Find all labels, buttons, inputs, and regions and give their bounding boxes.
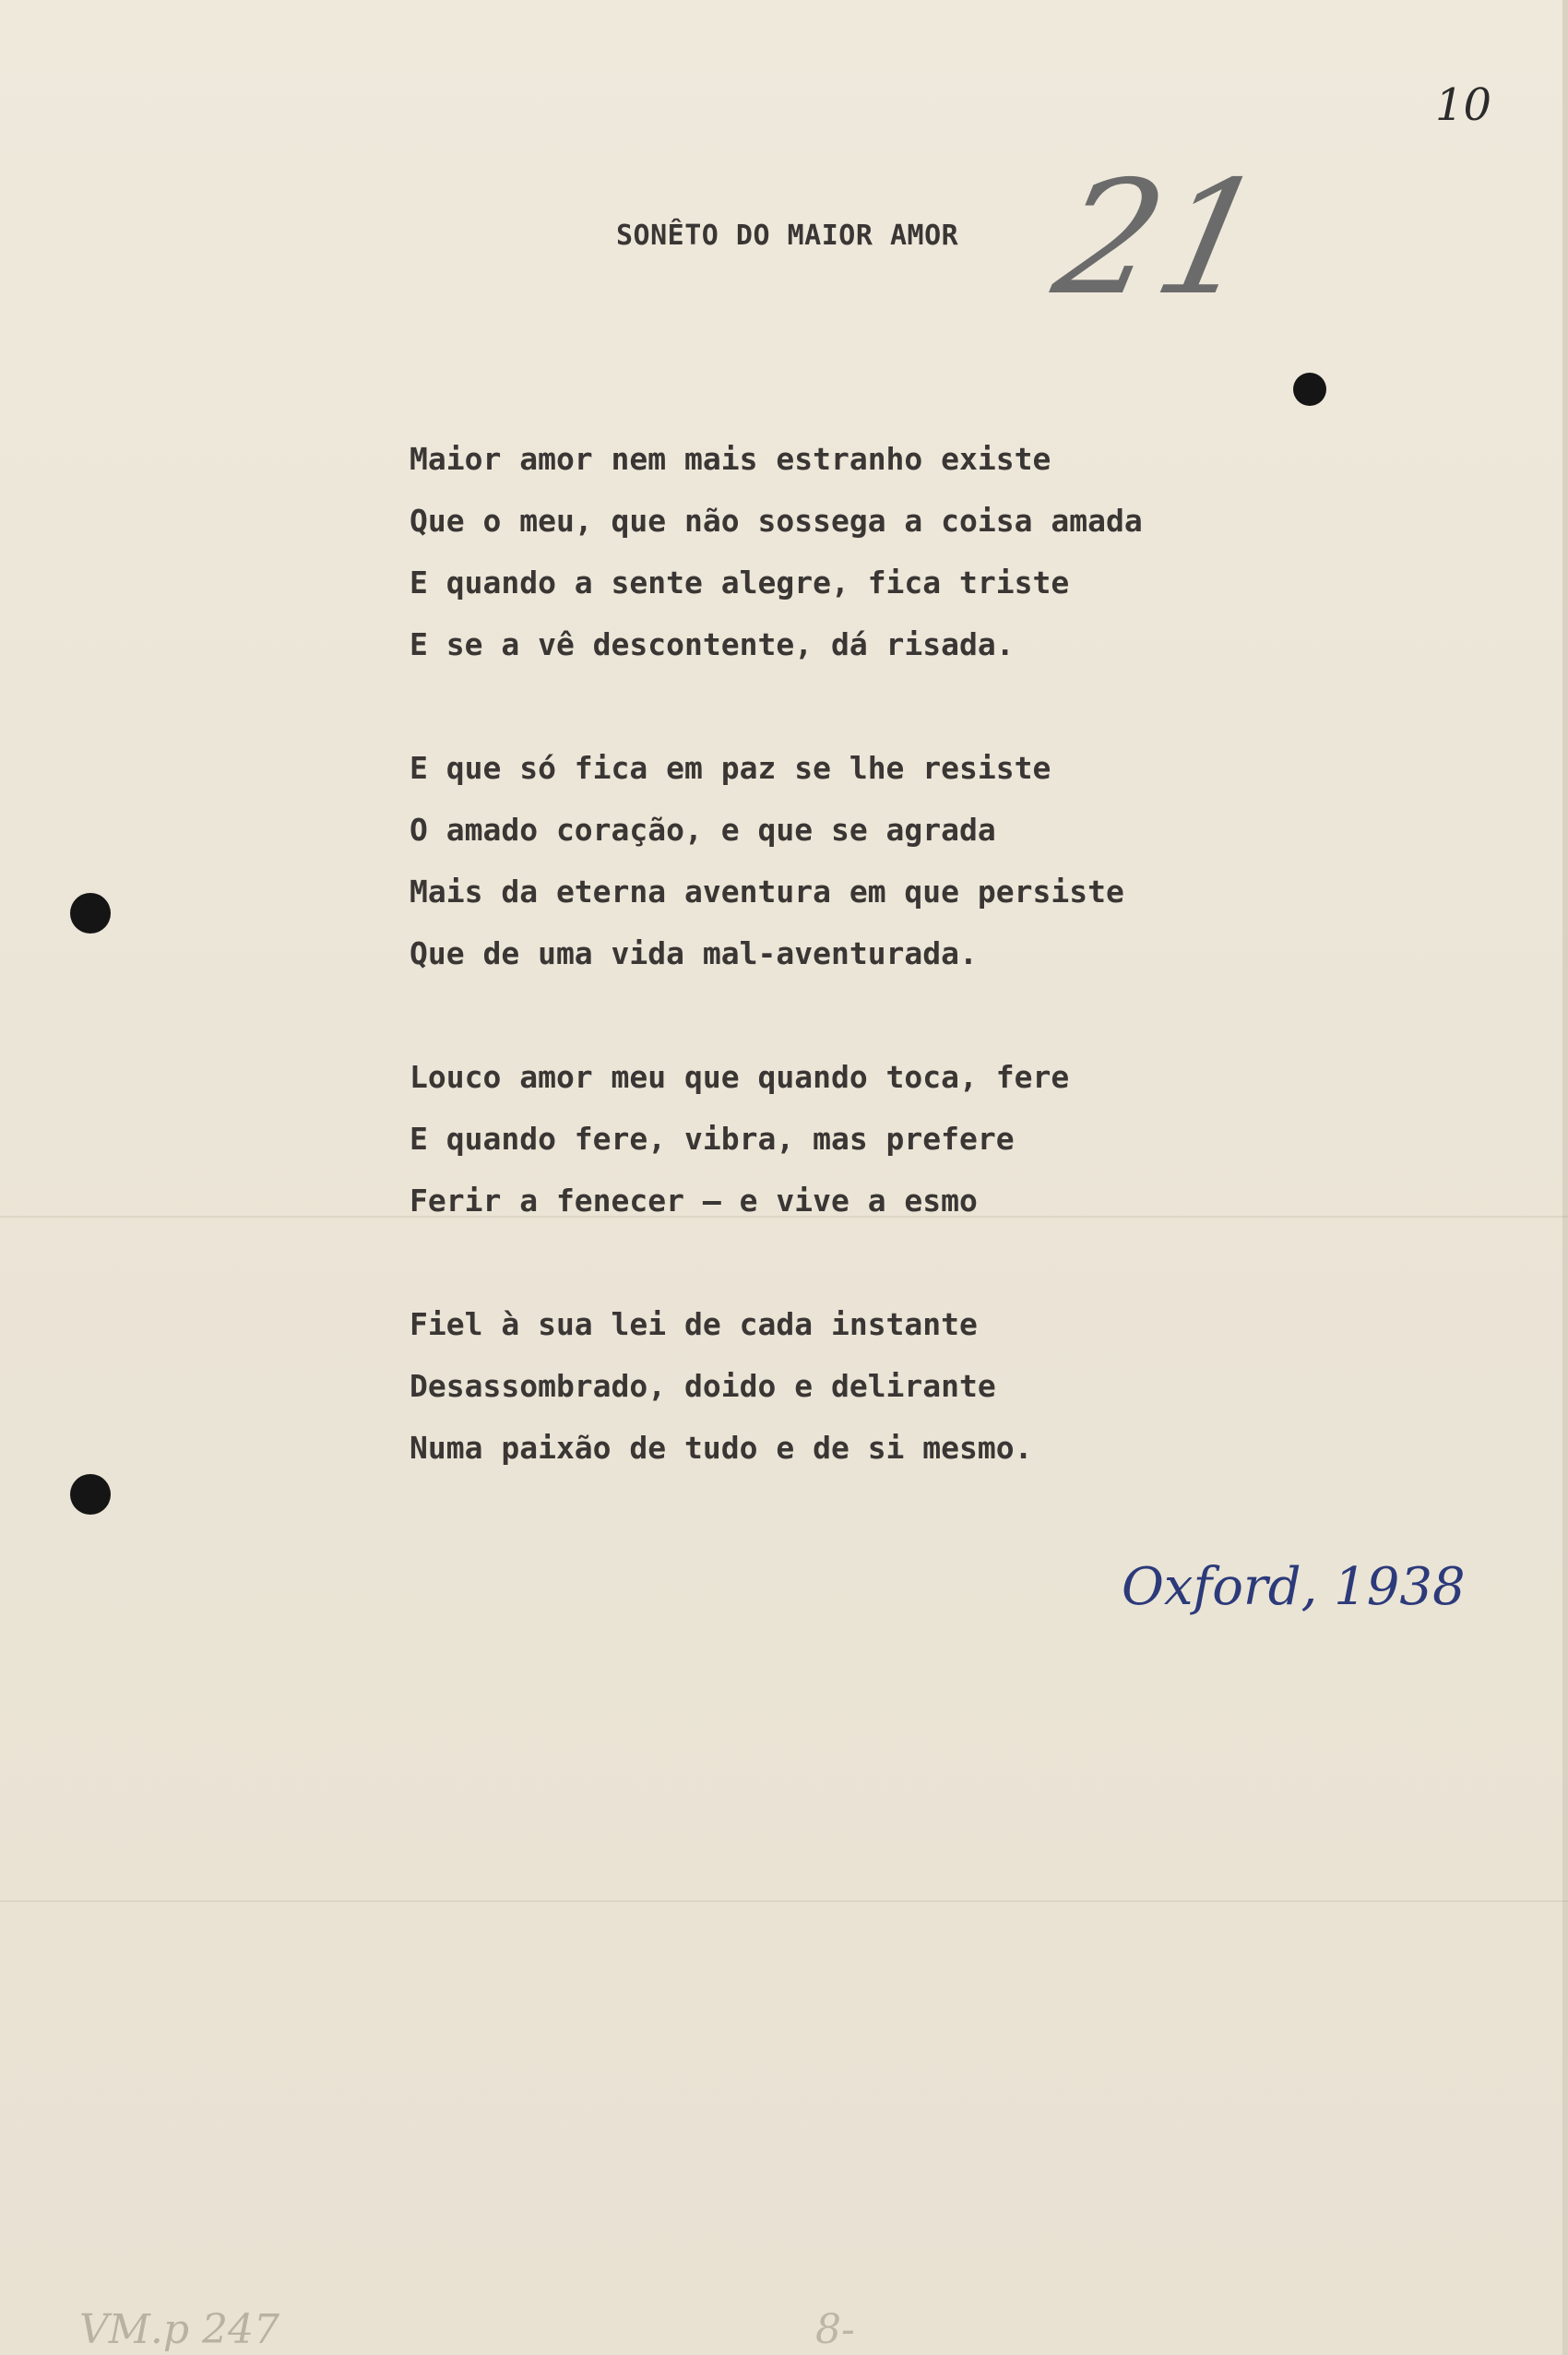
verse-line: E quando fere, vibra, mas prefere — [410, 1121, 1015, 1157]
stanza — [410, 737, 1143, 984]
verse-line: E que só fica em paz se lhe resiste — [410, 750, 1051, 786]
verse-line: Desassombrado, doido e delirante — [410, 1368, 996, 1404]
verse-line: Louco amor meu que quando toca, fere — [410, 1059, 1070, 1095]
stanza — [410, 1293, 1143, 1479]
verse-line: Maior amor nem mais estranho existe — [410, 441, 1051, 477]
punch-hole — [70, 1474, 111, 1515]
folio-number: 21 — [1040, 148, 1280, 330]
punch-hole — [70, 893, 111, 934]
paper-fold — [0, 1900, 1568, 1902]
verse-line: Fiel à sua lei de cada instante — [410, 1306, 978, 1342]
verse-line: E quando a sente alegre, fica triste — [410, 565, 1070, 601]
page-number: 10 — [1435, 79, 1492, 131]
paper-edge — [1562, 0, 1568, 2355]
verse-line: Ferir a fenecer — e vive a esmo — [410, 1183, 978, 1219]
poem-body — [410, 428, 1143, 1479]
verse-line: Que de uma vida mal-aventurada. — [410, 935, 978, 971]
verse-line: O amado coração, e que se agrada — [410, 812, 996, 848]
verse-line: Mais da eterna aventura em que persiste — [410, 874, 1124, 910]
poem-title: SONÊTO DO MAIOR AMOR — [616, 220, 959, 252]
place-date-annotation: Oxford, 1938 — [1122, 1557, 1466, 1617]
bottom-mark: 8- — [815, 2306, 855, 2353]
verse-line: Que o meu, que não sossega a coisa amada — [410, 503, 1143, 539]
verse-line: Numa paixão de tudo e de si mesmo. — [410, 1430, 1033, 1466]
verse-line: E se a vê descontente, dá risada. — [410, 626, 1015, 662]
stanza — [410, 428, 1143, 675]
punch-hole — [1293, 373, 1326, 406]
archive-mark: VM.p 247 — [79, 2306, 279, 2353]
stanza — [410, 1046, 1143, 1231]
